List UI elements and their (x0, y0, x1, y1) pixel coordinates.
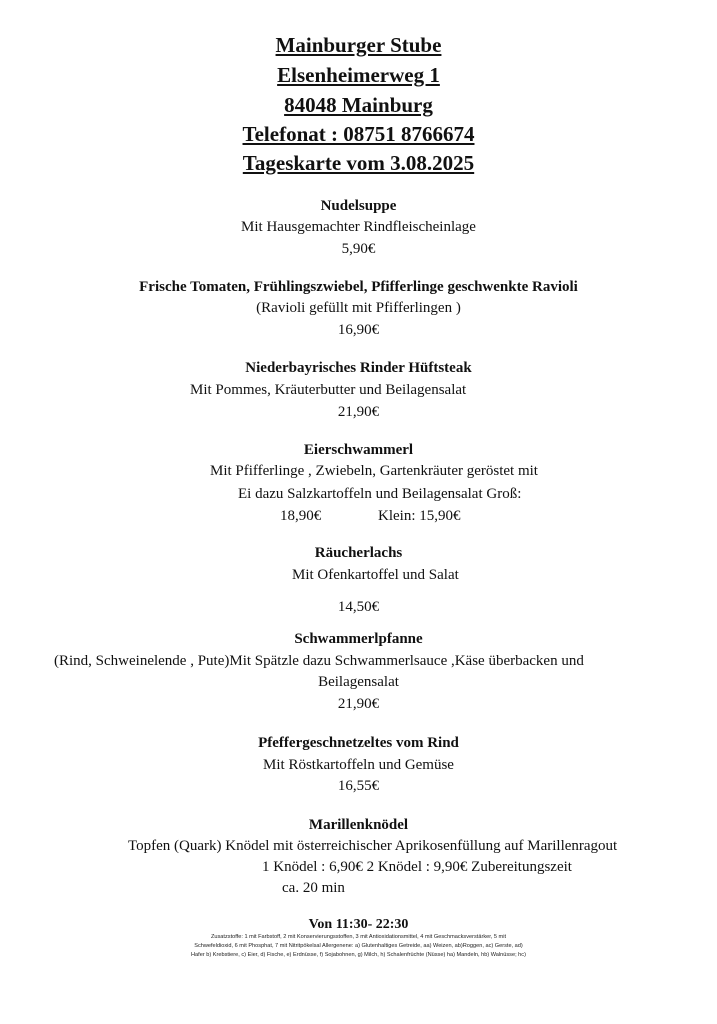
restaurant-phone: Telefonat : 08751 8766674 (242, 122, 475, 146)
dish-price: 5,90€ (341, 241, 376, 257)
dish-title: Frische Tomaten, Frühlingszwiebel, Pfifferlinge geschwenkte Ravioli (139, 279, 578, 295)
dish-price: 14,50€ (337, 599, 380, 615)
dish-title: Niederbayrisches Rinder Hüftsteak (245, 360, 472, 376)
allergen-note: Hafer b) Krebstiere, c) Eier, d) Fische, e) Erdnüsse, f) Sojabohnen, g) Milch, h) Schalenfrüchte (Nüsse) ha) Mandeln, hb) Walnüsse; hc) (191, 952, 526, 958)
allergen-note: Zusatzstoffe: 1 mit Farbstoff, 2 mit Konservierungsstoffen, 3 mit Antioxidationsmittel, 4 mit Geschmacksverstärker, 5 mit (210, 934, 507, 940)
dish-price: 16,90€ (337, 322, 380, 338)
dish-title: Nudelsuppe (320, 198, 397, 214)
opening-hours: Von 11:30- 22:30 (308, 917, 409, 932)
dish-price-options: 1 Knödel : 6,90€ 2 Knödel : 9,90€ Zubereitungszeit (262, 859, 572, 875)
dish-title: Schwammerlpfanne (294, 631, 423, 647)
dish-title: Marillenknödel (308, 817, 409, 833)
dish-title: Pfeffergeschnetzeltes vom Rind (258, 735, 459, 751)
dish-price: 21,90€ (337, 404, 380, 420)
dish-price: 16,55€ (337, 778, 380, 794)
restaurant-street: Elsenheimerweg 1 (277, 63, 440, 87)
restaurant-name: Mainburger Stube (275, 33, 442, 57)
dish-description: Mit Röstkartoffeln und Gemüse (263, 757, 454, 773)
dish-title: Räucherlachs (314, 545, 403, 561)
menu-date: Tageskarte vom 3.08.2025 (242, 151, 475, 175)
dish-price: 18,90€ (280, 508, 322, 524)
dish-description: (Rind, Schweinelende , Pute)Mit Spätzle dazu Schwammerlsauce ,Käse überbacken und (54, 653, 584, 669)
dish-description: Beilagensalat (318, 674, 399, 690)
restaurant-city: 84048 Mainburg (284, 93, 433, 117)
allergen-note: Schwefeldioxid, 6 mit Phosphat, 7 mit Nitritpökelsal Allergenene: a) Glutenhaltiges Getreide, aa) Weizen, ab)Roggen, ac) Gerste, ad) (194, 943, 523, 949)
dish-description: Topfen (Quark) Knödel mit österreichischer Aprikosenfüllung auf Marillenragout (128, 838, 618, 854)
dish-description: Mit Hausgemachter Rindfleischeinlage (241, 219, 476, 235)
dish-price: 21,90€ (337, 696, 380, 712)
dish-title: Eierschwammerl (303, 442, 414, 458)
dish-description: Mit Pommes, Kräuterbutter und Beilagensalat (190, 382, 467, 398)
dish-description: Mit Pfifferlinge , Zwiebeln, Gartenkräuter geröstet mit (210, 463, 538, 479)
dish-price-small: Klein: 15,90€ (378, 508, 461, 524)
dish-prep-time: ca. 20 min (282, 880, 345, 896)
dish-description: (Ravioli gefüllt mit Pfifferlingen ) (256, 300, 461, 316)
dish-description: Ei dazu Salzkartoffeln und Beilagensalat Groß: (238, 486, 522, 502)
dish-description: Mit Ofenkartoffel und Salat (292, 567, 459, 583)
